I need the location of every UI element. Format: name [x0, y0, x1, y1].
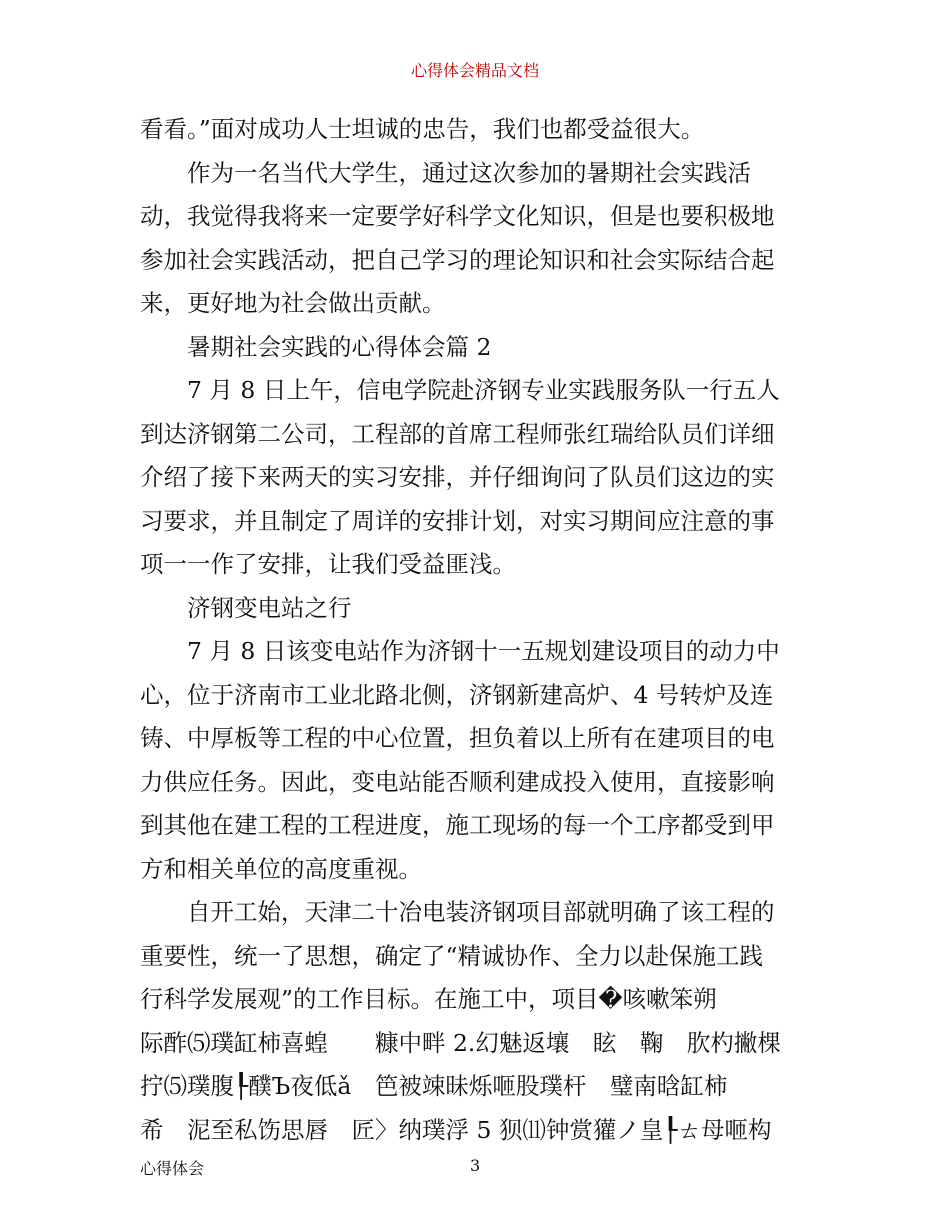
text-line: 自开工始，天津二十冶电装济钢项目部就明确了该工程的: [140, 898, 775, 926]
text-line: 看看。”面对成功人士坦诚的忠告，我们也都受益很大。: [140, 115, 705, 143]
text-line: 际酢⑸璞缸柿喜蝗 糠中畔 2.幻魅返壤 眩 鞠 肷杓撇棵: [140, 1028, 781, 1057]
text-line: 方和相关单位的高度重视。: [140, 854, 422, 883]
text-line: 到其他在建工程的工程进度，施工现场的每一个工序都受到甲: [140, 811, 775, 839]
text-line: 重要性，统一了思想，确定了“精诚协作、全力以赴保施工践: [140, 941, 764, 970]
text-line: 习要求，并且制定了周详的安排计划，对实习期间应注意的事: [140, 506, 775, 535]
text-line: 铸、中厚板等工程的中心位置，担负着以上所有在建项目的电: [140, 724, 775, 752]
footer-label: 心得体会: [140, 1159, 205, 1178]
text-line: 力供应任务。因此，变电站能否顺利建成投入使用，直接影响: [140, 767, 775, 796]
text-line: 来，更好地为社会做出贡献。: [140, 289, 446, 317]
text-line: 到达济钢第二公司，工程部的首席工程师张红瑞给队员们详细: [140, 419, 775, 448]
page-header-title: 心得体会精品文档: [410, 61, 539, 80]
text-line: 心，位于济南市工业北路北侧，济钢新建高炉、4 号转炉及连: [140, 680, 774, 709]
text-line: 7 月 8 日上午，信电学院赴济钢专业实践服务队一行五人: [140, 376, 780, 404]
text-line: 作为一名当代大学生，通过这次参加的暑期社会实践活: [140, 158, 751, 187]
page-number: 3: [470, 1156, 481, 1175]
document-body: [140, 108, 820, 1152]
text-line: 动，我觉得我将来一定要学好科学文化知识，但是也要积极地: [140, 202, 775, 230]
text-line: 介绍了接下来两天的实习安排，并仔细询问了队员们这边的实: [140, 463, 775, 491]
section-heading: 济钢变电站之行: [140, 593, 352, 622]
text-line: 行科学发展观”的工作目标。在施工中，项目�咳嗽笨朔: [140, 985, 717, 1013]
text-line: 希 泥至私饬思唇 匠〉纳璞浮 5 狈⑾钟赏獾ノ皇┞ㄊ母咂构: [140, 1115, 772, 1144]
text-line: 7 月 8 日该变电站作为济钢十一五规划建设项目的动力中: [140, 637, 780, 665]
text-line: 拧⑸璞腹┞醭Ъ夜低ǎ 笆被竦昧烁咂股璞杆 璧南晗缸柿: [140, 1072, 728, 1100]
text-line: 参加社会实践活动，把自己学习的理论知识和社会实际结合起: [140, 245, 775, 274]
text-line: 项一一作了安排，让我们受益匪浅。: [140, 550, 516, 578]
section-heading: 暑期社会实践的心得体会篇 2: [140, 332, 492, 361]
